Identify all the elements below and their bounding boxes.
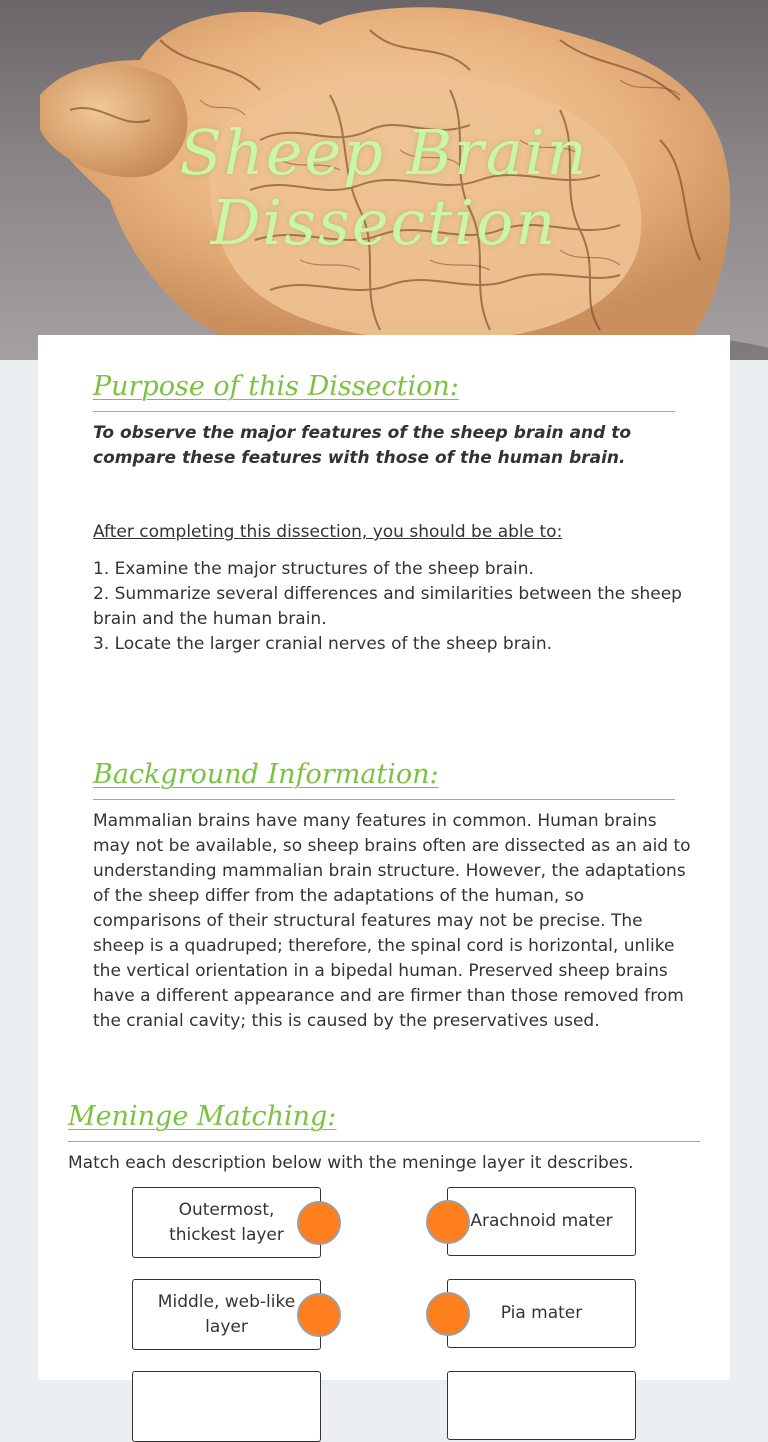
answer-text: Pia mater — [500, 1303, 583, 1323]
background-line: the cranial cavity; this is caused by the preservatives used. — [93, 1011, 600, 1031]
connector-handle[interactable] — [426, 1200, 470, 1244]
objective-item: 2. Summarize several differences and similarities between the sheep — [93, 584, 682, 604]
purpose-statement-line-2: compare these features with those of the human brain. — [93, 448, 626, 468]
description-card[interactable] — [132, 1187, 321, 1258]
connector-handle[interactable] — [297, 1293, 341, 1337]
background-line: comparisons of their structural features may not be precise. The — [93, 911, 643, 931]
description-card[interactable] — [132, 1371, 321, 1442]
connector-handle[interactable] — [297, 1201, 341, 1245]
background-line: Mammalian brains have many features in common. Human brains — [93, 811, 657, 831]
answer-card[interactable] — [447, 1187, 636, 1256]
background-line: sheep is a quadruped; therefore, the spinal cord is horizontal, unlike — [93, 936, 675, 956]
answer-card[interactable] — [447, 1371, 636, 1440]
objective-item: 3. Locate the larger cranial nerves of the sheep brain. — [93, 634, 552, 654]
purpose-divider — [93, 411, 675, 412]
purpose-statement-line-1: To observe the major features of the sheep brain and to — [93, 423, 632, 443]
purpose-heading: Purpose of this Dissection: — [93, 371, 459, 402]
background-divider — [93, 799, 675, 800]
description-card[interactable] — [132, 1279, 321, 1350]
matching-heading: Meninge Matching: — [68, 1101, 337, 1132]
background-line: have a different appearance and are firmer than those removed from — [93, 986, 684, 1006]
description-text: Outermost, — [178, 1199, 275, 1220]
answer-text: Arachnoid mater — [470, 1211, 613, 1231]
objective-item: brain and the human brain. — [93, 609, 327, 629]
objective-item: 1. Examine the major structures of the sheep brain. — [93, 559, 534, 579]
background-line: of the sheep differ from the adaptations of the human, so — [93, 886, 584, 906]
worksheet-card — [38, 335, 730, 1380]
header-banner — [0, 0, 768, 360]
background-heading: Background Information: — [93, 759, 439, 790]
background-line: may not be available, so sheep brains often are dissected as an aid to — [93, 836, 691, 856]
matching-divider — [68, 1141, 700, 1142]
description-text: layer — [205, 1316, 248, 1337]
description-text: thickest layer — [169, 1224, 284, 1245]
description-text: Middle, web-like — [157, 1291, 296, 1312]
answer-card[interactable] — [447, 1279, 636, 1348]
background-line: understanding mammalian brain structure. However, the adaptations — [93, 861, 686, 881]
connector-handle[interactable] — [426, 1292, 470, 1336]
objectives-intro: After completing this dissection, you should be able to: — [93, 522, 563, 542]
matching-instructions: Match each description below with the meninge layer it describes. — [68, 1153, 634, 1173]
page-title: Sheep Brain Dissection — [179, 116, 589, 259]
background-line: the vertical orientation in a bipedal human. Preserved sheep brains — [93, 961, 668, 981]
